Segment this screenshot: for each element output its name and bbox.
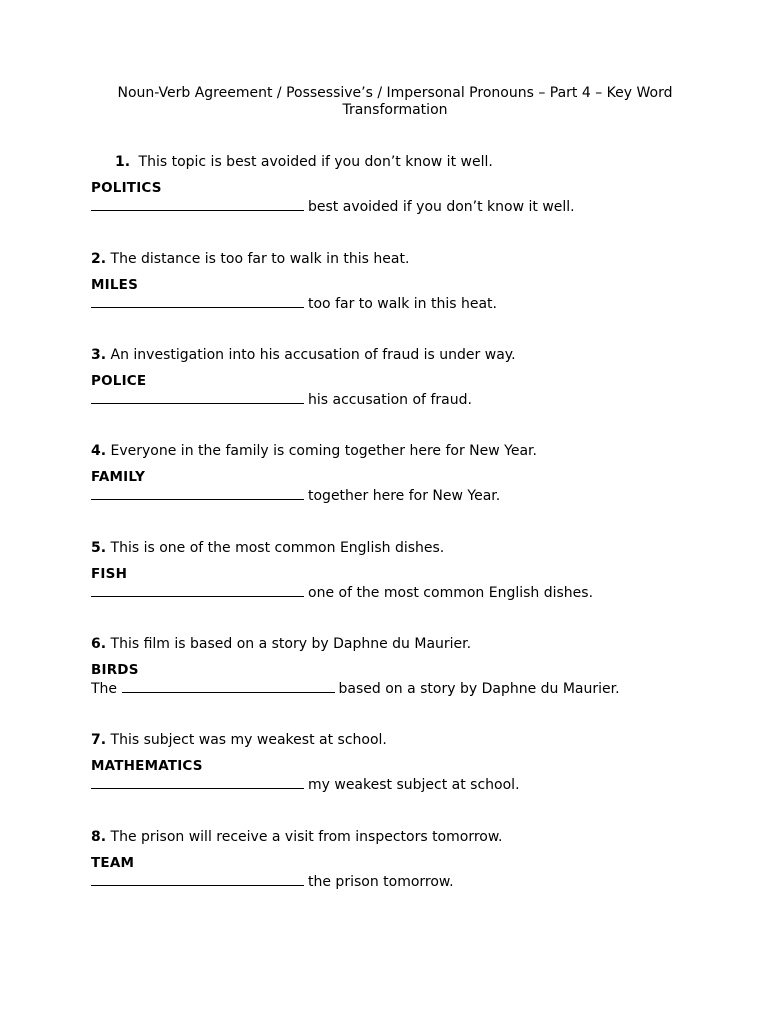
question-number: 7. <box>91 732 107 748</box>
question-number: 2. <box>91 251 107 267</box>
answer-suffix: my weakest subject at school. <box>308 777 520 793</box>
answer-line <box>91 872 731 891</box>
key-word: FISH <box>91 566 128 582</box>
answer-blank[interactable] <box>91 486 304 500</box>
question-number: 8. <box>91 829 107 845</box>
answer-suffix: his accusation of fraud. <box>308 392 472 408</box>
page-title: Noun-Verb Agreement / Possessive’s / Impersonal Pronouns – Part 4 – Key Word Transformation <box>117 85 673 118</box>
answer-line <box>91 583 731 602</box>
question-5 <box>91 540 731 602</box>
question-number: 5. <box>91 540 107 556</box>
question-sentence: This is one of the most common English dishes. <box>110 540 445 556</box>
answer-suffix: one of the most common English dishes. <box>308 585 594 601</box>
answer-blank[interactable] <box>91 294 304 308</box>
answer-line <box>91 294 731 313</box>
question-sentence: This film is based on a story by Daphne du Maurier. <box>110 636 472 652</box>
question-sentence: This subject was my weakest at school. <box>110 732 387 748</box>
answer-blank[interactable] <box>122 679 335 693</box>
question-number: 4. <box>91 443 107 459</box>
question-8 <box>91 829 731 891</box>
answer-line <box>91 679 731 698</box>
key-word: FAMILY <box>91 469 146 485</box>
key-word: BIRDS <box>91 662 139 678</box>
key-word: MATHEMATICS <box>91 758 203 774</box>
key-word: TEAM <box>91 855 135 871</box>
question-number: 3. <box>91 347 107 363</box>
answer-suffix: the prison tomorrow. <box>308 874 454 890</box>
answer-blank[interactable] <box>91 775 304 789</box>
answer-suffix: too far to walk in this heat. <box>308 296 497 312</box>
question-6 <box>91 636 731 698</box>
question-sentence: The distance is too far to walk in this heat. <box>110 251 410 267</box>
key-word: MILES <box>91 277 139 293</box>
key-word: POLITICS <box>91 180 162 196</box>
answer-line <box>91 197 731 216</box>
question-sentence: Everyone in the family is coming together here for New Year. <box>110 443 537 459</box>
answer-blank[interactable] <box>91 390 304 404</box>
question-4 <box>91 443 731 505</box>
answer-line <box>91 390 731 409</box>
question-sentence: This topic is best avoided if you don’t know it well. <box>138 154 493 170</box>
question-number: 1. <box>115 154 131 170</box>
question-sentence: The prison will receive a visit from inspectors tomorrow. <box>110 829 503 845</box>
question-1 <box>91 154 731 216</box>
question-7 <box>91 732 731 794</box>
answer-prefix: The <box>91 681 118 697</box>
answer-suffix: based on a story by Daphne du Maurier. <box>338 681 620 697</box>
answer-suffix: best avoided if you don’t know it well. <box>308 199 575 215</box>
answer-line <box>91 486 731 505</box>
answer-line <box>91 775 731 794</box>
key-word: POLICE <box>91 373 147 389</box>
question-2 <box>91 251 731 313</box>
answer-blank[interactable] <box>91 872 304 886</box>
answer-blank[interactable] <box>91 583 304 597</box>
question-3 <box>91 347 731 409</box>
question-number: 6. <box>91 636 107 652</box>
answer-suffix: together here for New Year. <box>308 488 501 504</box>
question-sentence: An investigation into his accusation of fraud is under way. <box>110 347 516 363</box>
answer-blank[interactable] <box>91 197 304 211</box>
